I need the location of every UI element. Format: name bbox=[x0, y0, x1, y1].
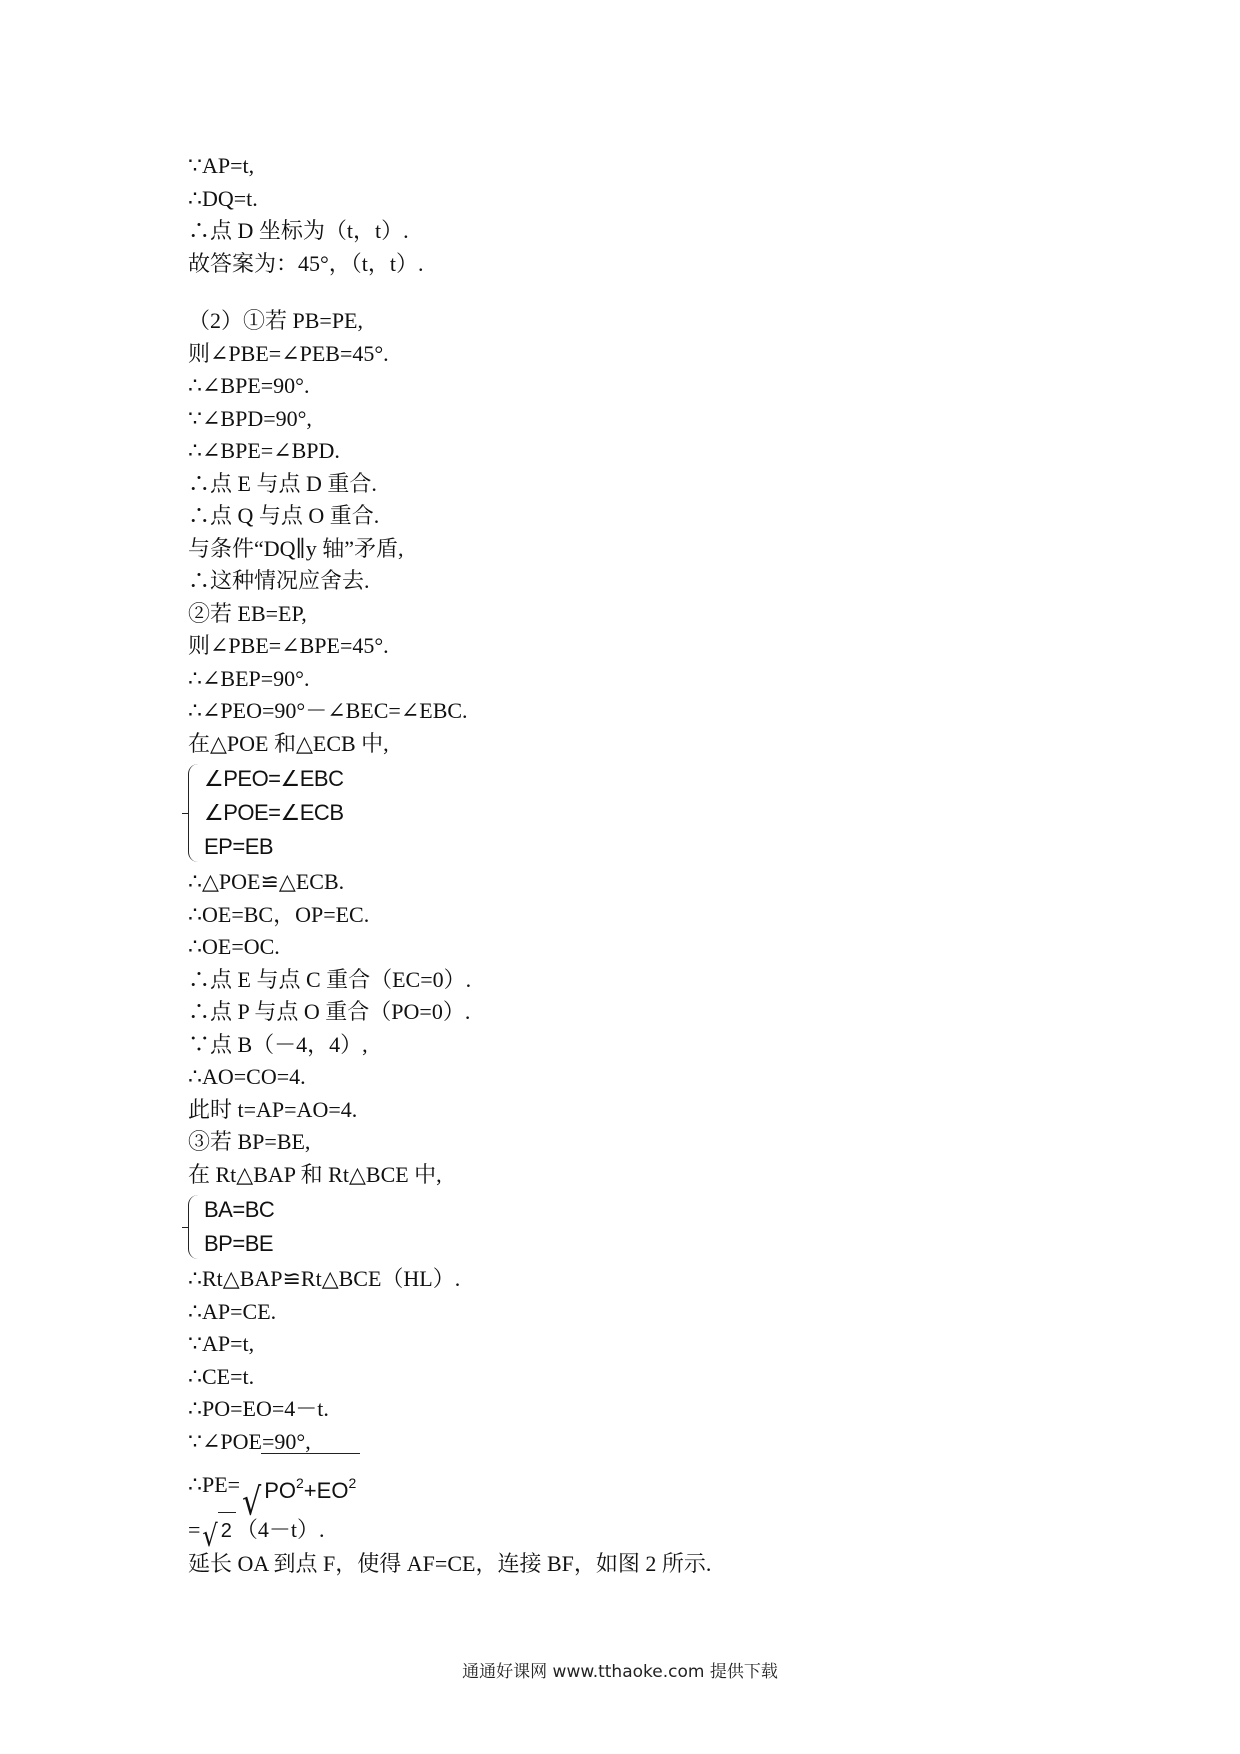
lines-a bbox=[188, 150, 1088, 280]
solution-line: ∵∠BPD=90°, bbox=[188, 405, 312, 431]
exponent: 2 bbox=[296, 1474, 304, 1491]
plus-sign: + bbox=[303, 1477, 317, 1503]
radical-sign-icon: √ bbox=[242, 1480, 262, 1524]
solution-line: 与条件“DQ∥y 轴”矛盾, bbox=[188, 535, 404, 561]
solution-line: 故答案为：45°，（t，t）. bbox=[188, 250, 424, 276]
solution-line: ∴PO=EO=4－t. bbox=[188, 1396, 329, 1421]
solution-line: ∴∠BPE=90°. bbox=[188, 373, 310, 398]
radicand-term: PO bbox=[264, 1477, 296, 1503]
solution-line: ∴AP=CE. bbox=[188, 1298, 277, 1324]
formula-prefix: = bbox=[188, 1517, 201, 1542]
solution-line: ∴∠BPE=∠BPD. bbox=[188, 438, 340, 463]
solution-line: （2）①若 PB=PE, bbox=[188, 308, 363, 333]
radical-sign-icon: √ bbox=[202, 1518, 218, 1554]
solution-line: ∴点 E 与点 D 重合. bbox=[188, 470, 377, 496]
solution-line: ∴点 D 坐标为（t，t）. bbox=[188, 218, 409, 243]
solution-line: ∴这种情况应舍去. bbox=[188, 568, 370, 593]
solution-line: ∴△POE≌△ECB. bbox=[188, 869, 345, 894]
solution-line: 此时 t=AP=AO=4. bbox=[188, 1096, 358, 1122]
left-brace bbox=[188, 1195, 201, 1259]
left-brace bbox=[188, 764, 201, 862]
lines-b bbox=[188, 305, 1088, 760]
solution-line: ∴点 P 与点 O 重合（PO=0）. bbox=[188, 999, 471, 1024]
solution-line: 则∠PBE=∠PEB=45°. bbox=[188, 340, 389, 366]
exponent: 2 bbox=[348, 1474, 357, 1491]
formula-prefix: ∴PE= bbox=[188, 1472, 241, 1497]
solution-line: ∵∠POE=90°, bbox=[188, 1428, 311, 1454]
solution-line: ∴∠BEP=90°. bbox=[188, 665, 310, 691]
solution-line: ∵AP=t, bbox=[188, 1331, 255, 1356]
solution-line: ∴点 Q 与点 O 重合. bbox=[188, 503, 380, 528]
solution-line: ∴∠PEO=90°－∠BEC=∠EBC. bbox=[188, 698, 468, 723]
solution-line: ∴CE=t. bbox=[188, 1363, 255, 1389]
solution-line: ∴Rt△BAP≌Rt△BCE（HL）. bbox=[188, 1266, 461, 1291]
radicand-term: EO bbox=[316, 1477, 349, 1503]
formula-suffix: （4－t）. bbox=[235, 1517, 325, 1542]
square-root bbox=[242, 1453, 360, 1524]
solution-line: 延长 OA 到点 F，使得 AF=CE，连接 BF，如图 2 所示. bbox=[188, 1551, 712, 1576]
page-footer: 通通好课网 www.tthaoke.com 提供下载 bbox=[462, 1662, 778, 1682]
lines-c bbox=[188, 866, 1088, 1191]
solution-line: ②若 EB=EP, bbox=[188, 600, 307, 626]
solution-line: ∴AO=CO=4. bbox=[188, 1064, 306, 1089]
solution-line: 在△POE 和△ECB 中, bbox=[188, 730, 389, 756]
formula-pe-sqrt bbox=[188, 1458, 1088, 1524]
solution-line: ∴DQ=t. bbox=[188, 185, 258, 211]
solution-line: ③若 BP=BE, bbox=[188, 1129, 311, 1154]
solution-line: ∴OE=BC，OP=EC. bbox=[188, 901, 370, 927]
equation-system-2 bbox=[188, 1193, 1088, 1261]
paragraph-gap bbox=[188, 280, 1088, 305]
radicand: 2 bbox=[218, 1512, 236, 1548]
solution-body bbox=[188, 150, 1088, 1581]
solution-line: ∵点 B（－4，4）, bbox=[188, 1031, 368, 1057]
system-equation: BP=BE bbox=[204, 1231, 274, 1256]
solution-line: 在 Rt△BAP 和 Rt△BCE 中, bbox=[188, 1161, 442, 1187]
radicand bbox=[261, 1453, 360, 1518]
lines-d bbox=[188, 1263, 1088, 1458]
square-root bbox=[202, 1512, 235, 1554]
solution-line: ∴OE=OC. bbox=[188, 934, 280, 959]
system-equation: EP=EB bbox=[204, 834, 274, 859]
solution-line: ∵AP=t, bbox=[188, 153, 255, 178]
equation-system-1 bbox=[188, 762, 1088, 864]
system-equation: ∠PEO=∠EBC bbox=[204, 766, 344, 791]
solution-line: 则∠PBE=∠BPE=45°. bbox=[188, 633, 389, 658]
system-equation: BA=BC bbox=[204, 1197, 275, 1222]
solution-line: ∴点 E 与点 C 重合（EC=0）. bbox=[188, 966, 472, 992]
system-equation: ∠POE=∠ECB bbox=[204, 800, 344, 825]
